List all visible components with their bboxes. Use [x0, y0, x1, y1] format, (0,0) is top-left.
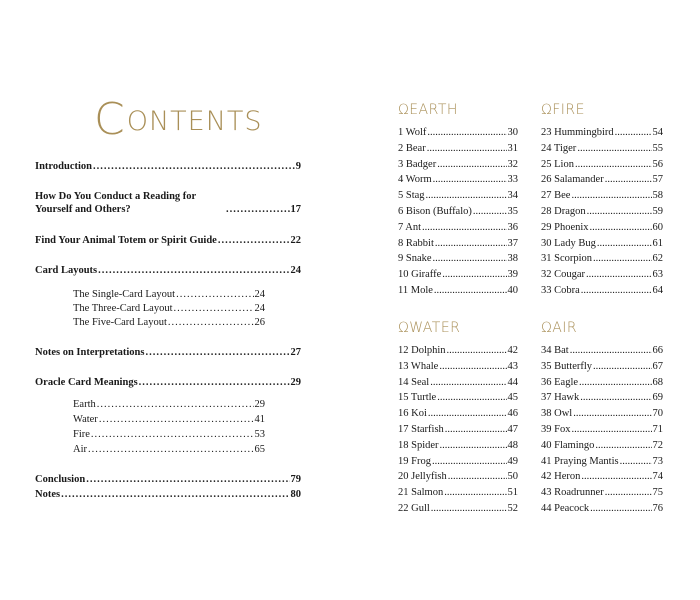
item-page: 43: [507, 360, 518, 372]
toc-entry-five-card[interactable]: The Five-Card Layout ..... 26: [73, 316, 265, 329]
toc-entry-card-layouts[interactable]: Card Layouts ..... 24: [35, 264, 301, 277]
leader-dots: [615, 125, 652, 141]
item-label: 9 Snake: [398, 253, 432, 265]
list-item[interactable]: [398, 125, 518, 141]
item-label: 25 Lion: [541, 158, 574, 170]
item-label: 23 Hummingbird: [541, 127, 614, 138]
leader-dots: [581, 469, 651, 485]
item-page: 73: [652, 455, 663, 467]
item-label: 34 Bat: [541, 345, 569, 356]
toc-entry-water[interactable]: Water ..... 41: [73, 413, 265, 426]
toc-entry-earth[interactable]: Earth ..... 29: [73, 398, 265, 411]
item-page: 34: [507, 190, 518, 202]
list-item[interactable]: [398, 406, 518, 422]
item-label: 37 Hawk: [541, 392, 580, 404]
leader-dots: [593, 359, 651, 375]
toc-entry-three-card[interactable]: The Three-Card Layout ..... 24: [73, 302, 265, 315]
list-item[interactable]: [398, 359, 518, 375]
swirl-icon: Ω: [398, 320, 410, 336]
leader-dots: [435, 236, 507, 252]
item-label: 19 Frog: [398, 455, 431, 467]
item-page: 40: [507, 284, 518, 296]
water-list: [398, 343, 518, 517]
list-item[interactable]: [398, 251, 518, 267]
item-label: 38 Owl: [541, 408, 573, 420]
list-item[interactable]: [398, 375, 518, 391]
item-label: 15 Turtle: [398, 392, 437, 404]
item-page: 57: [652, 174, 663, 186]
list-item[interactable]: [541, 267, 663, 283]
item-label: 6 Bison (Buffalo): [398, 205, 472, 217]
toc-entry-single-card[interactable]: The Single-Card Layout ..... 24: [73, 288, 265, 301]
item-label: 7 Ant: [398, 221, 422, 233]
list-item[interactable]: [541, 172, 663, 188]
item-label: 20 Jellyfish: [398, 471, 447, 483]
list-item[interactable]: [398, 204, 518, 220]
leader-dots: [590, 220, 652, 236]
list-item[interactable]: [541, 220, 663, 236]
item-page: 44: [507, 376, 518, 388]
item-page: 42: [507, 345, 518, 356]
leader-dots: [590, 501, 651, 517]
item-page: 70: [652, 408, 663, 420]
item-page: 63: [652, 269, 663, 281]
item-page: 54: [652, 127, 663, 138]
item-label: 3 Badger: [398, 158, 437, 170]
list-item[interactable]: [398, 172, 518, 188]
item-page: 39: [507, 269, 518, 281]
leader-dots: [581, 283, 652, 299]
item-page: 62: [652, 253, 663, 265]
earth-list: [398, 125, 518, 299]
leader-dots: [579, 375, 651, 391]
list-item[interactable]: [541, 359, 663, 375]
item-label: 30 Lady Bug: [541, 237, 596, 249]
leader-dots: [442, 267, 506, 283]
toc-entry-animal-totem[interactable]: Find Your Animal Totem or Spirit Guide ..... 22: [35, 234, 301, 247]
item-label: 12 Dolphin: [398, 345, 446, 356]
title-rest: ONTENTS: [126, 106, 263, 137]
item-label: 35 Butterfly: [541, 360, 593, 372]
item-label: 29 Phoenix: [541, 221, 589, 233]
leader-dots: [573, 406, 651, 422]
item-page: 75: [652, 487, 663, 499]
leader-dots: [444, 485, 506, 501]
air-list: [541, 343, 663, 517]
group-title-fire: Ω FIRE: [541, 102, 585, 118]
item-page: 55: [652, 142, 663, 154]
leader-dots: [571, 422, 651, 438]
leader-dots: [605, 485, 652, 501]
list-item[interactable]: [398, 188, 518, 204]
item-page: 49: [507, 455, 518, 467]
leader-dots: [440, 438, 507, 454]
item-label: 26 Salamander: [541, 174, 604, 186]
list-item[interactable]: [398, 390, 518, 406]
list-item[interactable]: [398, 501, 518, 517]
swirl-icon: Ω: [541, 320, 553, 336]
item-page: 71: [652, 423, 663, 435]
list-item[interactable]: [541, 454, 663, 470]
item-label: 41 Praying Mantis: [541, 455, 619, 467]
item-label: 27 Bee: [541, 190, 571, 202]
list-item[interactable]: [541, 375, 663, 391]
list-item[interactable]: [398, 141, 518, 157]
item-page: 47: [507, 423, 518, 435]
leader-dots: [433, 251, 507, 267]
list-item[interactable]: [541, 469, 663, 485]
list-item[interactable]: [398, 485, 518, 501]
toc-entry-notes[interactable]: Notes ..... 80: [35, 488, 301, 501]
leader-dots: [593, 251, 651, 267]
item-page: 61: [652, 237, 663, 249]
item-page: 33: [507, 174, 518, 186]
item-page: 30: [507, 127, 518, 138]
leader-dots: [448, 469, 507, 485]
leader-dots: [433, 172, 507, 188]
item-label: 8 Rabbit: [398, 237, 434, 249]
leader-dots: [427, 141, 507, 157]
group-title-air: Ω AIR: [541, 320, 578, 336]
item-page: 60: [652, 221, 663, 233]
list-item[interactable]: [541, 236, 663, 252]
item-page: 76: [652, 502, 663, 514]
list-item[interactable]: [541, 501, 663, 517]
list-item[interactable]: [398, 220, 518, 236]
leader-dots: [422, 220, 506, 236]
item-label: 4 Worm: [398, 174, 432, 186]
list-item[interactable]: [541, 188, 663, 204]
leader-dots: [577, 141, 651, 157]
leader-dots: [595, 438, 651, 454]
list-item[interactable]: [541, 343, 663, 359]
leader-dots: [620, 454, 652, 470]
item-label: 32 Cougar: [541, 269, 586, 281]
leader-dots: [571, 188, 651, 204]
item-page: 38: [507, 253, 518, 265]
item-page: 50: [507, 471, 518, 483]
group-title-earth: Ω EARTH: [398, 102, 458, 118]
item-label: 44 Peacock: [541, 502, 590, 514]
list-item[interactable]: [541, 204, 663, 220]
leader-dots: [587, 204, 652, 220]
leader-dots: [428, 406, 507, 422]
group-earth: [398, 100, 518, 299]
leader-dots: [437, 390, 506, 406]
item-label: 36 Eagle: [541, 376, 579, 388]
list-item[interactable]: [541, 438, 663, 454]
list-item[interactable]: [541, 125, 663, 141]
group-water: [398, 318, 518, 517]
item-label: 40 Flamingo: [541, 439, 595, 451]
leader-dots: [473, 204, 507, 220]
list-item[interactable]: [541, 283, 663, 299]
swirl-icon: Ω: [541, 102, 553, 118]
list-item[interactable]: [398, 454, 518, 470]
list-item[interactable]: [398, 469, 518, 485]
title-initial: C: [94, 94, 126, 145]
item-label: 39 Fox: [541, 423, 571, 435]
list-item[interactable]: [541, 157, 663, 173]
list-item[interactable]: [541, 422, 663, 438]
group-air: [541, 318, 663, 517]
group-title-water: Ω WATER: [398, 320, 461, 336]
toc-entry-introduction[interactable]: Introduction ..... 9: [35, 160, 301, 173]
list-item[interactable]: [541, 406, 663, 422]
list-item[interactable]: [398, 267, 518, 283]
leader-dots: [430, 375, 506, 391]
list-item[interactable]: [398, 343, 518, 359]
toc-entry-fire[interactable]: Fire ..... 53: [73, 428, 265, 441]
leader-dots: [431, 501, 507, 517]
item-page: 51: [507, 487, 518, 499]
item-label: 10 Giraffe: [398, 269, 442, 281]
item-label: 24 Tiger: [541, 142, 577, 154]
item-page: 46: [507, 408, 518, 420]
leader-dots: [427, 125, 506, 141]
toc-entry-air[interactable]: Air ..... 65: [73, 443, 265, 456]
item-page: 56: [652, 158, 663, 170]
list-item[interactable]: [398, 157, 518, 173]
item-label: 1 Wolf: [398, 127, 427, 138]
item-page: 32: [507, 158, 518, 170]
item-page: 31: [507, 142, 518, 154]
leader-dots: [605, 172, 652, 188]
swirl-icon: Ω: [398, 102, 410, 118]
toc-entry-card-meanings[interactable]: Oracle Card Meanings ..... 29: [35, 376, 301, 389]
item-page: 45: [507, 392, 518, 404]
list-item[interactable]: [541, 485, 663, 501]
leader-dots: [580, 390, 651, 406]
list-item[interactable]: [398, 438, 518, 454]
item-label: 2 Bear: [398, 142, 426, 154]
item-page: 72: [652, 439, 663, 451]
list-item[interactable]: [398, 283, 518, 299]
leader-dots: [597, 236, 652, 252]
leader-dots: [570, 343, 652, 359]
item-label: 5 Stag: [398, 190, 425, 202]
item-label: 43 Roadrunner: [541, 487, 604, 499]
list-item[interactable]: [541, 141, 663, 157]
item-label: 11 Mole: [398, 284, 433, 296]
toc-entry-conduct-reading[interactable]: How Do You Conduct a Reading for Yourself and Others? ..... 17: [35, 190, 301, 216]
item-label: 14 Seal: [398, 376, 430, 388]
list-item[interactable]: [398, 422, 518, 438]
item-page: 48: [507, 439, 518, 451]
item-page: 58: [652, 190, 663, 202]
item-page: 36: [507, 221, 518, 233]
item-page: 74: [652, 471, 663, 483]
item-page: 64: [652, 284, 663, 296]
item-page: 66: [652, 345, 663, 356]
leader-dots: [439, 359, 506, 375]
item-label: 33 Cobra: [541, 284, 580, 296]
leader-dots: [447, 343, 507, 359]
item-label: 31 Scorpion: [541, 253, 593, 265]
item-label: 17 Starfish: [398, 423, 444, 435]
page-title: [94, 90, 263, 145]
list-item[interactable]: [541, 390, 663, 406]
item-label: 21 Salmon: [398, 487, 444, 499]
leader-dots: [437, 157, 506, 173]
item-label: 13 Whale: [398, 360, 439, 372]
item-label: 18 Spider: [398, 439, 439, 451]
leader-dots: [575, 157, 652, 173]
fire-list: [541, 125, 663, 299]
list-item[interactable]: [398, 236, 518, 252]
item-page: 59: [652, 205, 663, 217]
item-page: 67: [652, 360, 663, 372]
leader-dots: [445, 422, 507, 438]
item-label: 28 Dragon: [541, 205, 586, 217]
leader-dots: [432, 454, 507, 470]
toc-entry-notes-interpretations[interactable]: Notes on Interpretations ..... 27: [35, 346, 301, 359]
leader-dots: [434, 283, 507, 299]
toc-entry-conclusion[interactable]: Conclusion ..... 79: [35, 473, 301, 486]
leader-dots: [426, 188, 507, 204]
item-page: 69: [652, 392, 663, 404]
item-page: 35: [507, 205, 518, 217]
item-label: 16 Koi: [398, 408, 427, 420]
leader-dots: [586, 267, 651, 283]
item-label: 22 Gull: [398, 502, 430, 514]
item-page: 52: [507, 502, 518, 514]
list-item[interactable]: [541, 251, 663, 267]
group-fire: [541, 100, 663, 299]
item-page: 68: [652, 376, 663, 388]
item-label: 42 Heron: [541, 471, 581, 483]
item-page: 37: [507, 237, 518, 249]
